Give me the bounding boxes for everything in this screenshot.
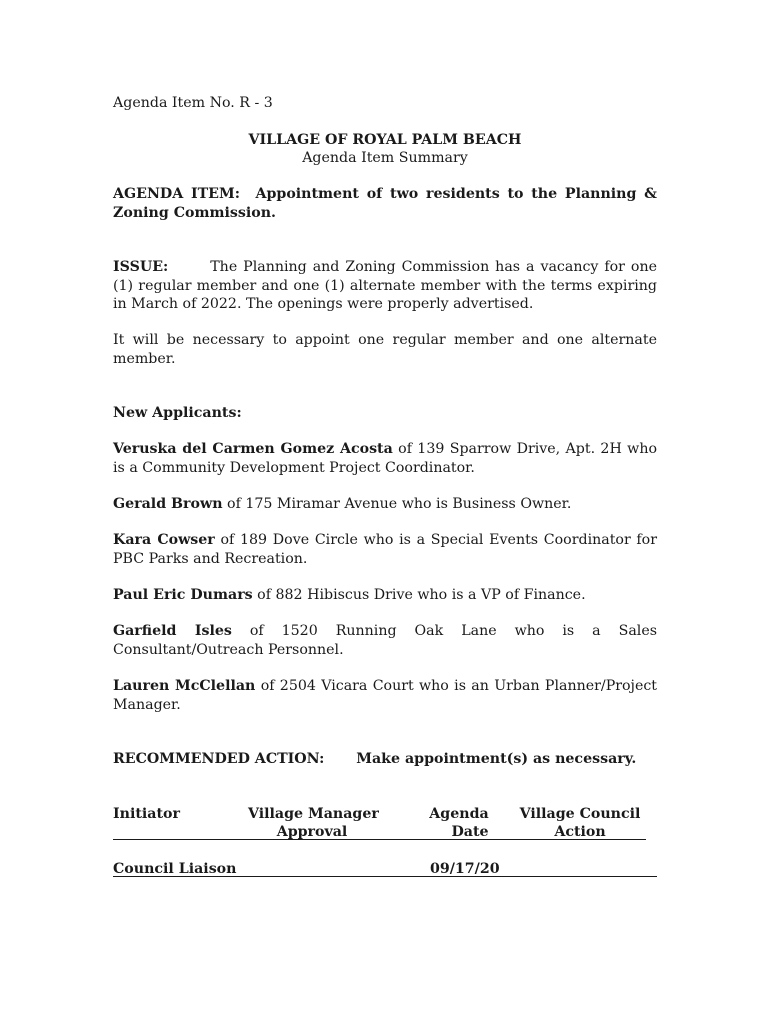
applicant-item: [113, 495, 657, 514]
applicant-name: Lauren McClellan: [113, 678, 256, 694]
agenda-item-section: [113, 185, 657, 222]
initiator-header: Initiator: [113, 806, 180, 822]
council-header-line1: Village Council: [519, 806, 641, 822]
council-header-line2: Action: [554, 824, 606, 840]
recommended-action-text: Make appointment(s) as necessary.: [356, 751, 637, 767]
issue-section: [113, 258, 657, 314]
applicant-detail: of 175 Miramar Avenue who is Business Owner.: [222, 496, 572, 512]
manager-header-line1: Village Manager: [248, 806, 379, 822]
applicant-name: Paul Eric Dumars: [113, 587, 253, 603]
value-underline: [113, 876, 657, 877]
applicant-name: Veruska del Carmen Gomez Acosta: [113, 441, 393, 457]
applicant-detail: of 1520 Running Oak Lane who is a Sales Consultant/Outreach Personnel.: [113, 623, 657, 658]
manager-header-line2: Approval: [276, 824, 348, 840]
header-underline: [113, 839, 646, 840]
applicant-detail: of 882 Hibiscus Drive who is a VP of Finance.: [252, 587, 586, 603]
issue-text: The Planning and Zoning Commission has a vacancy for one (1) regular member and one (1) alternate member with the terms expiring in March of 2022. The openings were properly advertised.: [113, 259, 657, 312]
applicant-detail: of 189 Dove Circle who is a Special Events Coordinator for PBC Parks and Recreation.: [113, 532, 658, 567]
applicants-heading: New Applicants:: [113, 405, 242, 421]
initiator-value: Council Liaison: [113, 861, 237, 877]
applicant-item: [113, 440, 657, 477]
applicant-item: [113, 531, 657, 568]
organization-title: VILLAGE OF ROYAL PALM BEACH: [248, 132, 522, 148]
agenda-date-value: 09/17/20: [430, 861, 500, 877]
agenda-item-label: AGENDA ITEM:: [113, 186, 240, 202]
issue-label: ISSUE:: [113, 259, 169, 275]
necessity-paragraph: It will be necessary to appoint one regular member and one alternate member.: [113, 332, 657, 367]
agenda-date-header-line2: Date: [451, 824, 489, 840]
applicant-name: Gerald Brown: [113, 496, 223, 512]
applicant-item: [113, 586, 657, 605]
agenda-date-header-line1: Agenda: [429, 806, 489, 822]
document-subtitle: Agenda Item Summary: [302, 150, 468, 166]
agenda-item-text: Appointment of two residents to the Planning & Zoning Commission.: [113, 186, 657, 221]
applicant-detail: of 2504 Vicara Court who is an Urban Planner/Project Manager.: [113, 678, 657, 713]
applicant-item: [113, 622, 657, 659]
agenda-item-number: Agenda Item No. R - 3: [113, 95, 273, 111]
applicant-name: Kara Cowser: [113, 532, 215, 548]
recommended-action-label: RECOMMENDED ACTION:: [113, 751, 325, 767]
applicant-item: [113, 677, 657, 714]
applicant-detail: of 139 Sparrow Drive, Apt. 2H who is a Community Development Project Coordinator.: [113, 441, 657, 476]
recommended-action-section: [113, 750, 657, 769]
applicant-name: Garfield Isles: [113, 623, 232, 639]
